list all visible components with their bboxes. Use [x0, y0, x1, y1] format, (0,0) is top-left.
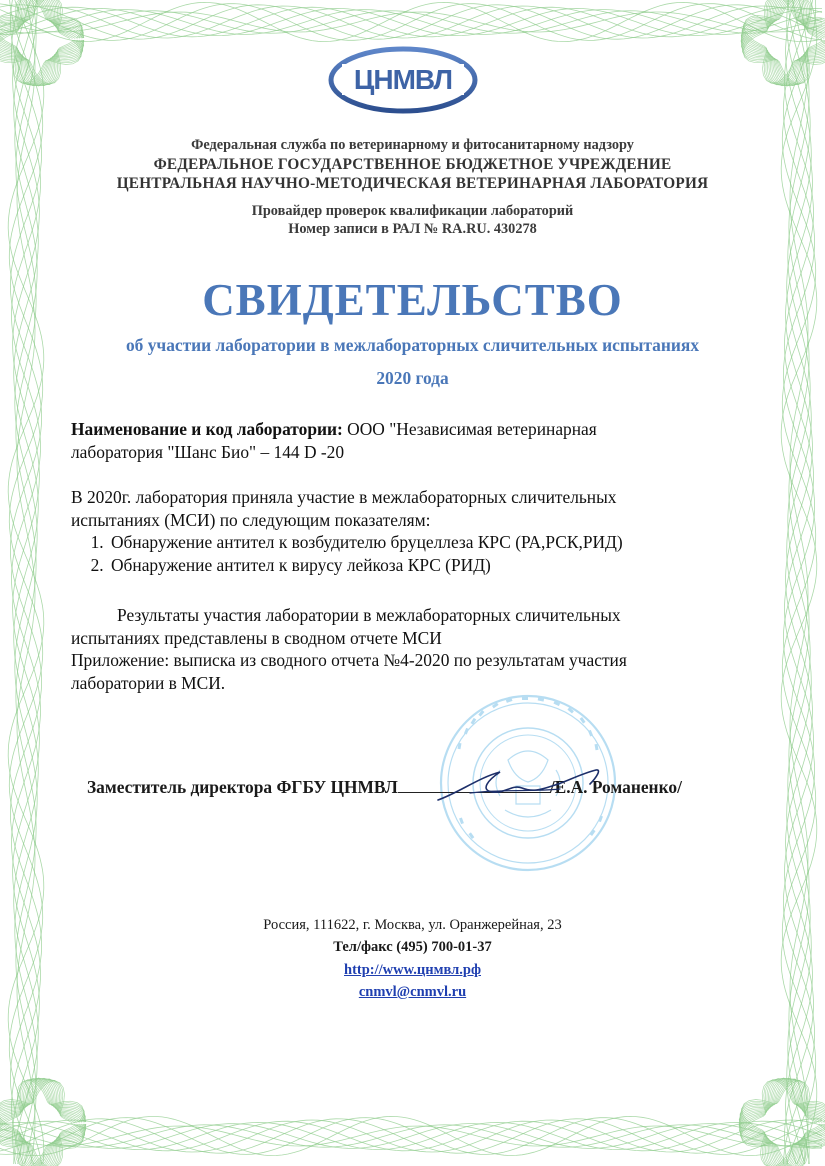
results-line1: Результаты участия лаборатории в межлабораторных сличительных — [117, 605, 621, 625]
participation-intro-line2: испытаниях (МСИ) по следующим показателям: — [71, 509, 431, 530]
signatory-position: Заместитель директора ФГБУ ЦНМВЛ — [87, 777, 398, 797]
document-year: 2020 года — [376, 368, 449, 388]
footer-address — [0, 917, 825, 934]
document-title: СВИДЕТЕЛЬСТВО — [202, 275, 623, 325]
logo-text: ЦНМВЛ — [353, 64, 453, 95]
lab-value-line2: лаборатория "Шанс Био" – 144 D -20 — [71, 441, 345, 462]
participation-intro-line1: В 2020г. лаборатория приняла участие в межлабораторных сличительных — [71, 487, 617, 507]
institution-line2: ЦЕНТРАЛЬНАЯ НАУЧНО-МЕТОДИЧЕСКАЯ ВЕТЕРИНАРНАЯ ЛАБОРАТОРИЯ — [116, 175, 709, 192]
appendix-line1: Приложение: выписка из сводного отчета №4-2020 по результатам участия — [71, 650, 627, 670]
website-link[interactable]: http://www.цнмвл.рф — [344, 962, 481, 978]
provider-line: Провайдер проверок квалификации лабораторий — [251, 203, 574, 219]
results-line2: испытаниях представлены в сводном отчете МСИ — [71, 627, 442, 648]
registry-number: Номер записи в РАЛ № RA.RU. 430278 — [288, 221, 537, 237]
footer-phone: Тел/факс (495) 700-01-37 — [333, 939, 492, 955]
appendix-line2: лаборатории в МСИ. — [71, 672, 226, 693]
indicator-item: 2. Обнаружение антител к вирусу лейкоза КРС (РИД) — [108, 554, 721, 577]
document-subtitle: об участии лаборатории в межлабораторных сличительных испытаниях — [125, 335, 700, 355]
address-text: Россия, 111622, г. Москва, ул. Оранжерейная, 23 — [263, 917, 562, 933]
signatory-name: /Е.А. Романенко/ — [549, 777, 682, 797]
email-link[interactable]: cnmvl@cnmvl.ru — [358, 984, 467, 1000]
institution-line1: ФЕДЕРАЛЬНОЕ ГОСУДАРСТВЕННОЕ БЮДЖЕТНОЕ УЧРЕЖДЕНИЕ — [153, 156, 672, 173]
indicator-item: 1. Обнаружение антител к возбудителю бруцеллеза КРС (РА,РСК,РИД) — [108, 531, 721, 554]
lab-label: Наименование и код лаборатории: — [71, 419, 343, 439]
agency-name: Федеральная служба по ветеринарному и фитосанитарному надзору — [191, 137, 634, 153]
lab-value-line1: ООО "Независимая ветеринарная — [342, 419, 597, 439]
